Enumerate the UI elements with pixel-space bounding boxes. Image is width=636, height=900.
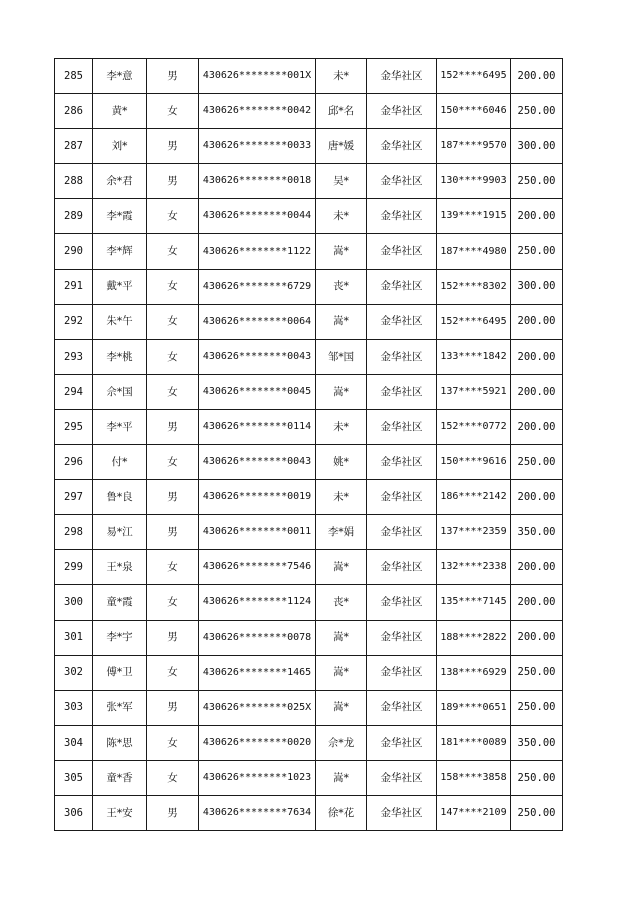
cell-no: 302 [55, 655, 93, 690]
cell-phone: 130****9903 [437, 164, 511, 199]
cell-phone: 187****4980 [437, 234, 511, 269]
table-row [55, 795, 563, 830]
cell-no: 294 [55, 374, 93, 409]
cell-gender: 男 [147, 480, 199, 515]
cell-name: 李*桃 [93, 339, 147, 374]
cell-phone: 189****0651 [437, 690, 511, 725]
cell-community: 金华社区 [367, 550, 437, 585]
cell-no: 290 [55, 234, 93, 269]
table-row [55, 480, 563, 515]
cell-community: 金华社区 [367, 409, 437, 444]
cell-no: 304 [55, 725, 93, 760]
cell-gender: 女 [147, 725, 199, 760]
cell-community: 金华社区 [367, 725, 437, 760]
cell-amount: 250.00 [511, 164, 563, 199]
cell-id: 430626********0064 [199, 304, 316, 339]
cell-community: 金华社区 [367, 339, 437, 374]
cell-payee: 未* [316, 409, 367, 444]
cell-name: 陈*思 [93, 725, 147, 760]
cell-gender: 女 [147, 374, 199, 409]
table-row [55, 515, 563, 550]
cell-payee: 邹*国 [316, 339, 367, 374]
cell-community: 金华社区 [367, 199, 437, 234]
cell-no: 299 [55, 550, 93, 585]
cell-id: 430626********0020 [199, 725, 316, 760]
cell-name: 鲁*良 [93, 480, 147, 515]
cell-gender: 女 [147, 445, 199, 480]
cell-no: 289 [55, 199, 93, 234]
cell-id: 430626********0033 [199, 129, 316, 164]
cell-name: 余*君 [93, 164, 147, 199]
cell-id: 430626********0019 [199, 480, 316, 515]
cell-phone: 152****8302 [437, 269, 511, 304]
cell-id: 430626********0043 [199, 339, 316, 374]
cell-payee: 嵩* [316, 760, 367, 795]
cell-phone: 135****7145 [437, 585, 511, 620]
cell-amount: 200.00 [511, 480, 563, 515]
cell-id: 430626********0114 [199, 409, 316, 444]
cell-no: 286 [55, 94, 93, 129]
cell-phone: 188****2822 [437, 620, 511, 655]
cell-gender: 女 [147, 199, 199, 234]
cell-community: 金华社区 [367, 445, 437, 480]
cell-no: 287 [55, 129, 93, 164]
roster-table [54, 58, 563, 831]
table-row [55, 374, 563, 409]
cell-payee: 嵩* [316, 304, 367, 339]
cell-community: 金华社区 [367, 269, 437, 304]
cell-phone: 138****6929 [437, 655, 511, 690]
table-row [55, 164, 563, 199]
cell-name: 李*霞 [93, 199, 147, 234]
cell-phone: 147****2109 [437, 795, 511, 830]
cell-gender: 男 [147, 515, 199, 550]
cell-payee: 嵩* [316, 550, 367, 585]
cell-id: 430626********0043 [199, 445, 316, 480]
cell-no: 298 [55, 515, 93, 550]
cell-payee: 未* [316, 199, 367, 234]
cell-gender: 女 [147, 339, 199, 374]
cell-community: 金华社区 [367, 129, 437, 164]
cell-gender: 女 [147, 585, 199, 620]
cell-id: 430626********7546 [199, 550, 316, 585]
cell-amount: 350.00 [511, 515, 563, 550]
cell-phone: 152****6495 [437, 59, 511, 94]
cell-no: 300 [55, 585, 93, 620]
cell-phone: 137****5921 [437, 374, 511, 409]
table-row [55, 199, 563, 234]
cell-amount: 200.00 [511, 585, 563, 620]
cell-gender: 女 [147, 234, 199, 269]
cell-name: 李*辉 [93, 234, 147, 269]
cell-amount: 250.00 [511, 795, 563, 830]
cell-no: 295 [55, 409, 93, 444]
cell-no: 297 [55, 480, 93, 515]
cell-name: 易*江 [93, 515, 147, 550]
cell-community: 金华社区 [367, 94, 437, 129]
table-row [55, 59, 563, 94]
cell-gender: 男 [147, 129, 199, 164]
cell-amount: 200.00 [511, 199, 563, 234]
cell-payee: 嵩* [316, 655, 367, 690]
cell-id: 430626********001X [199, 59, 316, 94]
cell-community: 金华社区 [367, 234, 437, 269]
cell-community: 金华社区 [367, 304, 437, 339]
cell-amount: 200.00 [511, 409, 563, 444]
table-row [55, 339, 563, 374]
cell-payee: 姚* [316, 445, 367, 480]
cell-community: 金华社区 [367, 620, 437, 655]
cell-gender: 男 [147, 59, 199, 94]
cell-gender: 女 [147, 304, 199, 339]
cell-payee: 丧* [316, 269, 367, 304]
cell-amount: 200.00 [511, 620, 563, 655]
cell-payee: 佘*龙 [316, 725, 367, 760]
cell-phone: 150****6046 [437, 94, 511, 129]
cell-name: 刘* [93, 129, 147, 164]
cell-name: 王*安 [93, 795, 147, 830]
cell-no: 293 [55, 339, 93, 374]
cell-community: 金华社区 [367, 59, 437, 94]
cell-no: 288 [55, 164, 93, 199]
cell-payee: 嵩* [316, 690, 367, 725]
cell-community: 金华社区 [367, 690, 437, 725]
cell-gender: 男 [147, 164, 199, 199]
table-row [55, 585, 563, 620]
cell-id: 430626********0018 [199, 164, 316, 199]
cell-community: 金华社区 [367, 655, 437, 690]
cell-gender: 女 [147, 550, 199, 585]
cell-payee: 徐*花 [316, 795, 367, 830]
cell-no: 292 [55, 304, 93, 339]
cell-id: 430626********0042 [199, 94, 316, 129]
cell-name: 傅*卫 [93, 655, 147, 690]
cell-name: 戴*平 [93, 269, 147, 304]
cell-amount: 350.00 [511, 725, 563, 760]
cell-phone: 137****2359 [437, 515, 511, 550]
table-row [55, 760, 563, 795]
cell-no: 305 [55, 760, 93, 795]
table-row [55, 234, 563, 269]
cell-name: 王*泉 [93, 550, 147, 585]
cell-payee: 吴* [316, 164, 367, 199]
cell-amount: 200.00 [511, 304, 563, 339]
cell-name: 张*军 [93, 690, 147, 725]
cell-no: 301 [55, 620, 93, 655]
cell-id: 430626********0045 [199, 374, 316, 409]
table-row [55, 129, 563, 164]
cell-amount: 300.00 [511, 269, 563, 304]
cell-id: 430626********1122 [199, 234, 316, 269]
cell-community: 金华社区 [367, 164, 437, 199]
cell-payee: 李*娟 [316, 515, 367, 550]
cell-payee: 邱*名 [316, 94, 367, 129]
table-row [55, 269, 563, 304]
cell-no: 303 [55, 690, 93, 725]
cell-payee: 嵩* [316, 620, 367, 655]
cell-amount: 200.00 [511, 59, 563, 94]
cell-payee: 嵩* [316, 374, 367, 409]
cell-amount: 250.00 [511, 690, 563, 725]
table-row [55, 94, 563, 129]
cell-amount: 250.00 [511, 234, 563, 269]
cell-gender: 男 [147, 409, 199, 444]
cell-gender: 男 [147, 795, 199, 830]
cell-amount: 250.00 [511, 445, 563, 480]
table-row [55, 445, 563, 480]
cell-community: 金华社区 [367, 515, 437, 550]
cell-phone: 158****3858 [437, 760, 511, 795]
cell-amount: 250.00 [511, 94, 563, 129]
table-row [55, 620, 563, 655]
cell-payee: 嵩* [316, 234, 367, 269]
cell-phone: 133****1842 [437, 339, 511, 374]
cell-name: 李*平 [93, 409, 147, 444]
cell-phone: 132****2338 [437, 550, 511, 585]
cell-id: 430626********0011 [199, 515, 316, 550]
cell-name: 童*霞 [93, 585, 147, 620]
cell-id: 430626********1023 [199, 760, 316, 795]
cell-id: 430626********6729 [199, 269, 316, 304]
cell-community: 金华社区 [367, 585, 437, 620]
cell-community: 金华社区 [367, 374, 437, 409]
cell-no: 306 [55, 795, 93, 830]
table-row [55, 304, 563, 339]
cell-gender: 女 [147, 94, 199, 129]
cell-id: 430626********0044 [199, 199, 316, 234]
cell-community: 金华社区 [367, 480, 437, 515]
cell-payee: 未* [316, 59, 367, 94]
cell-payee: 唐*媛 [316, 129, 367, 164]
cell-phone: 186****2142 [437, 480, 511, 515]
cell-amount: 300.00 [511, 129, 563, 164]
cell-community: 金华社区 [367, 760, 437, 795]
cell-name: 李*宇 [93, 620, 147, 655]
cell-name: 朱*午 [93, 304, 147, 339]
cell-gender: 男 [147, 690, 199, 725]
cell-payee: 未* [316, 480, 367, 515]
cell-gender: 女 [147, 655, 199, 690]
table-row [55, 690, 563, 725]
table-row [55, 725, 563, 760]
cell-payee: 丧* [316, 585, 367, 620]
cell-id: 430626********0078 [199, 620, 316, 655]
cell-id: 430626********1465 [199, 655, 316, 690]
cell-amount: 200.00 [511, 339, 563, 374]
cell-id: 430626********1124 [199, 585, 316, 620]
cell-gender: 女 [147, 760, 199, 795]
cell-phone: 181****0089 [437, 725, 511, 760]
cell-amount: 200.00 [511, 374, 563, 409]
table-row [55, 655, 563, 690]
cell-phone: 152****6495 [437, 304, 511, 339]
cell-no: 291 [55, 269, 93, 304]
cell-amount: 250.00 [511, 655, 563, 690]
roster-body [55, 59, 563, 831]
cell-gender: 女 [147, 269, 199, 304]
table-row [55, 409, 563, 444]
cell-name: 付* [93, 445, 147, 480]
cell-phone: 150****9616 [437, 445, 511, 480]
cell-amount: 250.00 [511, 760, 563, 795]
cell-no: 285 [55, 59, 93, 94]
cell-phone: 152****0772 [437, 409, 511, 444]
table-row [55, 550, 563, 585]
cell-amount: 200.00 [511, 550, 563, 585]
cell-name: 童*香 [93, 760, 147, 795]
cell-phone: 187****9570 [437, 129, 511, 164]
cell-community: 金华社区 [367, 795, 437, 830]
cell-id: 430626********7634 [199, 795, 316, 830]
cell-phone: 139****1915 [437, 199, 511, 234]
cell-gender: 男 [147, 620, 199, 655]
cell-no: 296 [55, 445, 93, 480]
cell-name: 佘*国 [93, 374, 147, 409]
cell-id: 430626********025X [199, 690, 316, 725]
cell-name: 李*意 [93, 59, 147, 94]
cell-name: 黄* [93, 94, 147, 129]
